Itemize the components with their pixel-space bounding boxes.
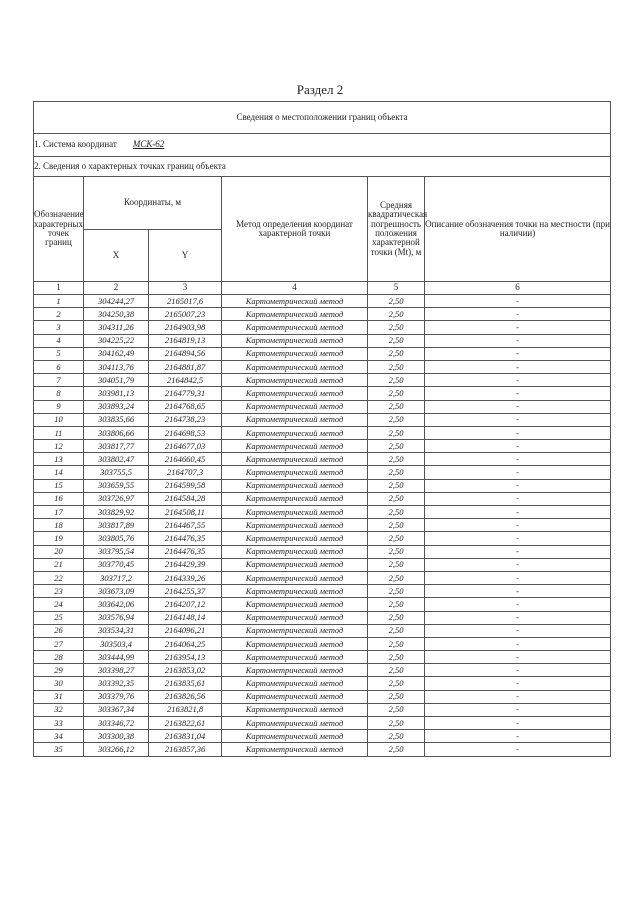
col-number: 3	[149, 282, 222, 295]
table-row	[34, 519, 611, 532]
description-cell: -	[425, 295, 611, 308]
points-table-body	[34, 295, 611, 757]
x-cell: 303835,66	[84, 413, 149, 426]
point-id-cell: 30	[34, 677, 84, 690]
y-cell: 2164255,37	[149, 585, 222, 598]
method-cell: Картометрический метод	[222, 440, 368, 453]
y-cell: 2164842,5	[149, 374, 222, 387]
table-row	[34, 651, 611, 664]
point-id-cell: 19	[34, 532, 84, 545]
method-cell: Картометрический метод	[222, 545, 368, 558]
table-row	[34, 479, 611, 492]
x-cell: 303806,66	[84, 426, 149, 439]
x-cell: 303795,54	[84, 545, 149, 558]
table-row	[34, 703, 611, 716]
y-cell: 2164584,28	[149, 492, 222, 505]
table-row	[34, 492, 611, 505]
table-row	[34, 664, 611, 677]
description-cell: -	[425, 492, 611, 505]
table-row	[34, 532, 611, 545]
accuracy-cell: 2,50	[368, 624, 425, 637]
accuracy-cell: 2,50	[368, 466, 425, 479]
table-row	[34, 624, 611, 637]
accuracy-cell: 2,50	[368, 677, 425, 690]
table-row	[34, 571, 611, 584]
method-cell: Картометрический метод	[222, 637, 368, 650]
table-row	[34, 558, 611, 571]
col-number: 2	[84, 282, 149, 295]
description-cell: -	[425, 690, 611, 703]
table-row	[34, 611, 611, 624]
description-cell: -	[425, 466, 611, 479]
col-header-method: Метод определения координат характерной точки	[222, 177, 368, 282]
method-cell: Картометрический метод	[222, 717, 368, 730]
method-cell: Картометрический метод	[222, 360, 368, 373]
point-id-cell: 29	[34, 664, 84, 677]
description-cell: -	[425, 453, 611, 466]
method-cell: Картометрический метод	[222, 651, 368, 664]
table-row	[34, 637, 611, 650]
y-cell: 2164894,56	[149, 347, 222, 360]
point-id-cell: 11	[34, 426, 84, 439]
y-cell: 2164476,35	[149, 532, 222, 545]
accuracy-cell: 2,50	[368, 611, 425, 624]
accuracy-cell: 2,50	[368, 387, 425, 400]
x-cell: 303346,72	[84, 717, 149, 730]
point-id-cell: 21	[34, 558, 84, 571]
description-cell: -	[425, 334, 611, 347]
point-id-cell: 15	[34, 479, 84, 492]
accuracy-cell: 2,50	[368, 506, 425, 519]
col-header-accuracy: Средняя квадратическая погрешность положения характерной точки (Mt), м	[368, 177, 425, 282]
accuracy-cell: 2,50	[368, 479, 425, 492]
point-id-cell: 5	[34, 347, 84, 360]
method-cell: Картометрический метод	[222, 374, 368, 387]
y-cell: 2165007,23	[149, 308, 222, 321]
x-cell: 304051,79	[84, 374, 149, 387]
x-cell: 303367,34	[84, 703, 149, 716]
point-id-cell: 8	[34, 387, 84, 400]
description-cell: -	[425, 730, 611, 743]
accuracy-cell: 2,50	[368, 703, 425, 716]
x-cell: 303817,77	[84, 440, 149, 453]
method-cell: Картометрический метод	[222, 664, 368, 677]
table-row	[34, 598, 611, 611]
accuracy-cell: 2,50	[368, 334, 425, 347]
point-id-cell: 32	[34, 703, 84, 716]
description-cell: -	[425, 360, 611, 373]
accuracy-cell: 2,50	[368, 295, 425, 308]
point-id-cell: 7	[34, 374, 84, 387]
accuracy-cell: 2,50	[368, 492, 425, 505]
description-cell: -	[425, 440, 611, 453]
accuracy-cell: 2,50	[368, 690, 425, 703]
accuracy-cell: 2,50	[368, 308, 425, 321]
accuracy-cell: 2,50	[368, 413, 425, 426]
table-row	[34, 295, 611, 308]
x-cell: 303576,94	[84, 611, 149, 624]
description-cell: -	[425, 651, 611, 664]
y-cell: 2163853,02	[149, 664, 222, 677]
method-cell: Картометрический метод	[222, 308, 368, 321]
description-cell: -	[425, 545, 611, 558]
description-cell: -	[425, 413, 611, 426]
point-id-cell: 22	[34, 571, 84, 584]
y-cell: 2164779,31	[149, 387, 222, 400]
y-cell: 2164903,98	[149, 321, 222, 334]
x-cell: 303981,13	[84, 387, 149, 400]
y-cell: 2164698,53	[149, 426, 222, 439]
table-row	[34, 360, 611, 373]
accuracy-cell: 2,50	[368, 598, 425, 611]
method-cell: Картометрический метод	[222, 730, 368, 743]
point-id-cell: 4	[34, 334, 84, 347]
point-id-cell: 26	[34, 624, 84, 637]
coord-system-label: 1. Система координат	[34, 139, 117, 150]
table-row	[34, 466, 611, 479]
y-cell: 2163954,13	[149, 651, 222, 664]
table-row	[34, 308, 611, 321]
accuracy-cell: 2,50	[368, 347, 425, 360]
y-cell: 2164660,45	[149, 453, 222, 466]
accuracy-cell: 2,50	[368, 453, 425, 466]
method-cell: Картометрический метод	[222, 598, 368, 611]
accuracy-cell: 2,50	[368, 717, 425, 730]
coord-system-value: МСК-62	[132, 139, 165, 150]
x-cell: 303755,5	[84, 466, 149, 479]
method-cell: Картометрический метод	[222, 558, 368, 571]
section-title: Раздел 2	[296, 82, 344, 97]
y-cell: 2164599,58	[149, 479, 222, 492]
x-cell: 303642,06	[84, 598, 149, 611]
method-cell: Картометрический метод	[222, 387, 368, 400]
method-cell: Картометрический метод	[222, 611, 368, 624]
x-cell: 304244,27	[84, 295, 149, 308]
x-cell: 303717,2	[84, 571, 149, 584]
method-cell: Картометрический метод	[222, 321, 368, 334]
point-id-cell: 14	[34, 466, 84, 479]
description-cell: -	[425, 347, 611, 360]
x-cell: 303300,38	[84, 730, 149, 743]
x-cell: 303379,76	[84, 690, 149, 703]
accuracy-cell: 2,50	[368, 426, 425, 439]
points-section-title: 2. Сведения о характерных точках границ объекта	[34, 157, 611, 177]
x-cell: 304225,22	[84, 334, 149, 347]
col-header-description: Описание обозначения точки на местности (при наличии)	[425, 177, 611, 282]
y-cell: 2164677,03	[149, 440, 222, 453]
x-cell: 303444,99	[84, 651, 149, 664]
y-cell: 2163821,8	[149, 703, 222, 716]
col-number: 4	[222, 282, 368, 295]
description-cell: -	[425, 558, 611, 571]
table-row	[34, 743, 611, 756]
col-header-point-id: Обозначение характерных точек границ	[34, 177, 84, 282]
point-id-cell: 3	[34, 321, 84, 334]
point-id-cell: 33	[34, 717, 84, 730]
y-cell: 2163857,36	[149, 743, 222, 756]
y-cell: 2164476,35	[149, 545, 222, 558]
description-cell: -	[425, 321, 611, 334]
col-number: 5	[368, 282, 425, 295]
y-cell: 2165017,6	[149, 295, 222, 308]
method-cell: Картометрический метод	[222, 624, 368, 637]
table-row	[34, 334, 611, 347]
accuracy-cell: 2,50	[368, 651, 425, 664]
point-id-cell: 34	[34, 730, 84, 743]
x-cell: 303893,24	[84, 400, 149, 413]
point-id-cell: 9	[34, 400, 84, 413]
point-id-cell: 18	[34, 519, 84, 532]
point-id-cell: 31	[34, 690, 84, 703]
method-cell: Картометрический метод	[222, 400, 368, 413]
accuracy-cell: 2,50	[368, 545, 425, 558]
y-cell: 2163835,61	[149, 677, 222, 690]
x-cell: 303398,27	[84, 664, 149, 677]
table-row	[34, 440, 611, 453]
point-id-cell: 20	[34, 545, 84, 558]
point-id-cell: 6	[34, 360, 84, 373]
col-header-y: Y	[149, 230, 222, 282]
table-row	[34, 585, 611, 598]
accuracy-cell: 2,50	[368, 532, 425, 545]
accuracy-cell: 2,50	[368, 585, 425, 598]
table-row	[34, 347, 611, 360]
method-cell: Картометрический метод	[222, 347, 368, 360]
description-cell: -	[425, 532, 611, 545]
table-row	[34, 677, 611, 690]
method-cell: Картометрический метод	[222, 492, 368, 505]
point-id-cell: 2	[34, 308, 84, 321]
boundary-points-table	[33, 101, 611, 757]
description-cell: -	[425, 571, 611, 584]
y-cell: 2164064,25	[149, 637, 222, 650]
method-cell: Картометрический метод	[222, 506, 368, 519]
description-cell: -	[425, 743, 611, 756]
point-id-cell: 12	[34, 440, 84, 453]
table-title: Сведения о местоположении границ объекта	[34, 102, 611, 134]
accuracy-cell: 2,50	[368, 321, 425, 334]
x-cell: 304113,76	[84, 360, 149, 373]
y-cell: 2164148,14	[149, 611, 222, 624]
col-header-x: X	[84, 230, 149, 282]
accuracy-cell: 2,50	[368, 571, 425, 584]
method-cell: Картометрический метод	[222, 703, 368, 716]
description-cell: -	[425, 426, 611, 439]
method-cell: Картометрический метод	[222, 466, 368, 479]
method-cell: Картометрический метод	[222, 690, 368, 703]
y-cell: 2164096,21	[149, 624, 222, 637]
x-cell: 303392,35	[84, 677, 149, 690]
table-row	[34, 426, 611, 439]
method-cell: Картометрический метод	[222, 295, 368, 308]
table-row	[34, 453, 611, 466]
description-cell: -	[425, 387, 611, 400]
point-id-cell: 24	[34, 598, 84, 611]
accuracy-cell: 2,50	[368, 519, 425, 532]
x-cell: 303802,47	[84, 453, 149, 466]
description-cell: -	[425, 479, 611, 492]
table-row	[34, 730, 611, 743]
y-cell: 2164768,65	[149, 400, 222, 413]
x-cell: 303805,76	[84, 532, 149, 545]
point-id-cell: 17	[34, 506, 84, 519]
point-id-cell: 1	[34, 295, 84, 308]
table-row	[34, 506, 611, 519]
table-row	[34, 413, 611, 426]
method-cell: Картометрический метод	[222, 532, 368, 545]
description-cell: -	[425, 374, 611, 387]
x-cell: 303770,45	[84, 558, 149, 571]
description-cell: -	[425, 664, 611, 677]
y-cell: 2164207,12	[149, 598, 222, 611]
x-cell: 303659,55	[84, 479, 149, 492]
table-row	[34, 545, 611, 558]
method-cell: Картометрический метод	[222, 519, 368, 532]
accuracy-cell: 2,50	[368, 360, 425, 373]
y-cell: 2163831,04	[149, 730, 222, 743]
method-cell: Картометрический метод	[222, 334, 368, 347]
y-cell: 2164429,39	[149, 558, 222, 571]
x-cell: 303503,4	[84, 637, 149, 650]
y-cell: 2164738,23	[149, 413, 222, 426]
point-id-cell: 10	[34, 413, 84, 426]
description-cell: -	[425, 637, 611, 650]
x-cell: 303726,97	[84, 492, 149, 505]
point-id-cell: 25	[34, 611, 84, 624]
accuracy-cell: 2,50	[368, 664, 425, 677]
y-cell: 2164881,87	[149, 360, 222, 373]
table-row	[34, 321, 611, 334]
col-number: 6	[425, 282, 611, 295]
col-number: 1	[34, 282, 84, 295]
y-cell: 2164467,55	[149, 519, 222, 532]
description-cell: -	[425, 400, 611, 413]
x-cell: 304162,49	[84, 347, 149, 360]
table-row	[34, 400, 611, 413]
accuracy-cell: 2,50	[368, 440, 425, 453]
method-cell: Картометрический метод	[222, 677, 368, 690]
description-cell: -	[425, 677, 611, 690]
col-header-coords: Координаты, м	[84, 177, 222, 230]
x-cell: 304250,38	[84, 308, 149, 321]
x-cell: 303817,89	[84, 519, 149, 532]
method-cell: Картометрический метод	[222, 453, 368, 466]
method-cell: Картометрический метод	[222, 413, 368, 426]
y-cell: 2163822,61	[149, 717, 222, 730]
table-row	[34, 690, 611, 703]
accuracy-cell: 2,50	[368, 400, 425, 413]
description-cell: -	[425, 585, 611, 598]
method-cell: Картометрический метод	[222, 743, 368, 756]
x-cell: 303673,09	[84, 585, 149, 598]
description-cell: -	[425, 717, 611, 730]
description-cell: -	[425, 506, 611, 519]
method-cell: Картометрический метод	[222, 426, 368, 439]
point-id-cell: 23	[34, 585, 84, 598]
point-id-cell: 16	[34, 492, 84, 505]
method-cell: Картометрический метод	[222, 585, 368, 598]
x-cell: 303829,92	[84, 506, 149, 519]
coord-system-row	[34, 134, 611, 157]
point-id-cell: 13	[34, 453, 84, 466]
x-cell: 303266,12	[84, 743, 149, 756]
y-cell: 2163826,56	[149, 690, 222, 703]
y-cell: 2164508,11	[149, 506, 222, 519]
description-cell: -	[425, 598, 611, 611]
accuracy-cell: 2,50	[368, 743, 425, 756]
y-cell: 2164819,13	[149, 334, 222, 347]
point-id-cell: 35	[34, 743, 84, 756]
method-cell: Картометрический метод	[222, 571, 368, 584]
description-cell: -	[425, 519, 611, 532]
description-cell: -	[425, 611, 611, 624]
table-row	[34, 717, 611, 730]
y-cell: 2164707,3	[149, 466, 222, 479]
x-cell: 304311,26	[84, 321, 149, 334]
accuracy-cell: 2,50	[368, 637, 425, 650]
point-id-cell: 27	[34, 637, 84, 650]
accuracy-cell: 2,50	[368, 558, 425, 571]
x-cell: 303534,31	[84, 624, 149, 637]
table-row	[34, 374, 611, 387]
description-cell: -	[425, 308, 611, 321]
table-row	[34, 387, 611, 400]
point-id-cell: 28	[34, 651, 84, 664]
accuracy-cell: 2,50	[368, 730, 425, 743]
y-cell: 2164339,26	[149, 571, 222, 584]
accuracy-cell: 2,50	[368, 374, 425, 387]
description-cell: -	[425, 703, 611, 716]
method-cell: Картометрический метод	[222, 479, 368, 492]
description-cell: -	[425, 624, 611, 637]
